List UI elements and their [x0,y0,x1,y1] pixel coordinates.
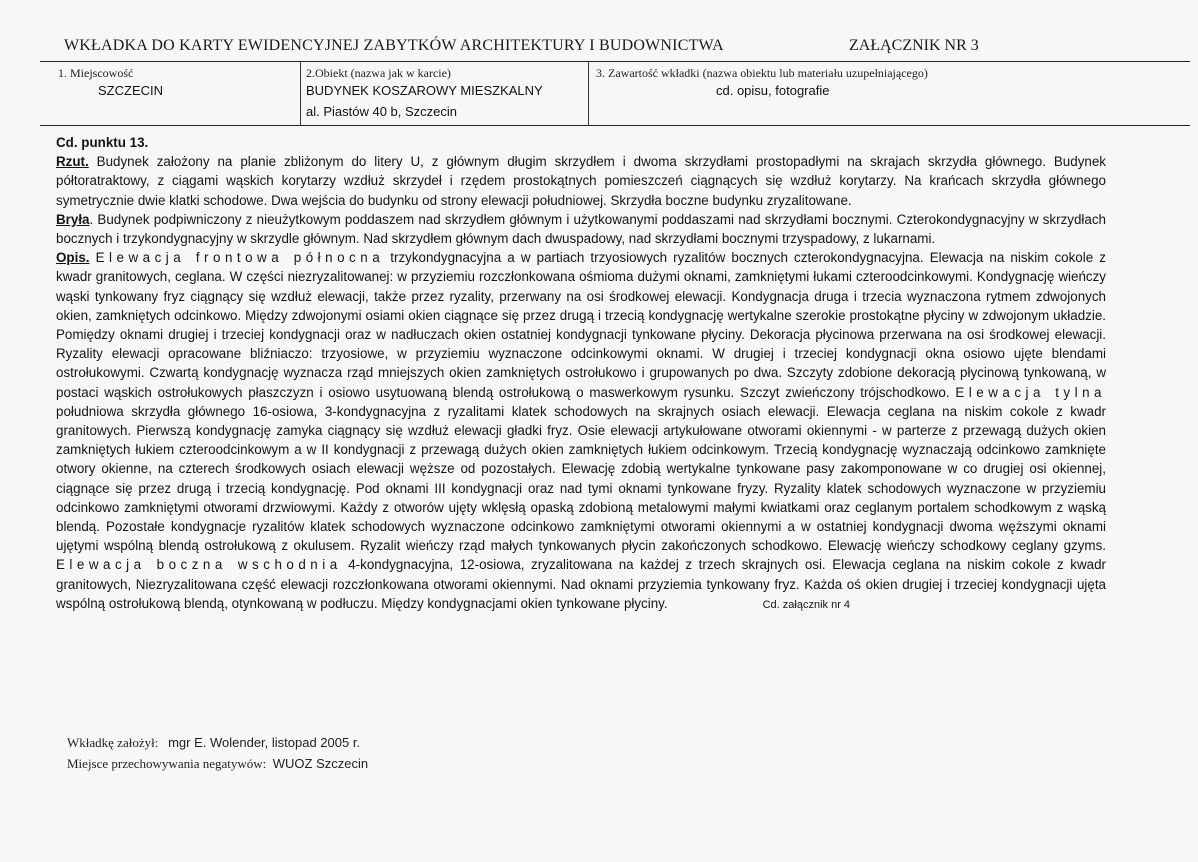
keyword-opis: Opis. [56,250,90,266]
column-divider-2 [588,62,589,125]
locality-value: SZCZECIN [98,83,163,98]
header-bottom-rule [40,125,1190,126]
text-opis-front: trzykondygnacyjna a w partiach trzyosiowych ryzalitów bocznych czterokondygnacyjna. Elewacja na niskim cokole z kwadr granitowych, ceglana. W części niezryzalitowanej: w przyziemiu rozczłonkowana ośmioma dużymi oknami, zamkniętymi łukami czteroodcinkowymi. Kondygnację wieńczy wąski tynkowany fryz ciągnący się wzdłuż elewacji, także przez ryzality, przerwany na osi środkowej elewacji. Kondygnacja druga i trzecia wyznaczona rytmem zdwojonych okien, zamkniętych odcinkowo. Między zdwojonymi osiami okien ciągnące się przez drugą i trzecią kondygnację wertykalne szerokie prostokątne płyciny w zdwojonym układzie. Pomiędzy oknami drugiej i trzeciej kondygnacji oraz w nadłuczach okien ostatniej kondygnacji tynkowane płyciny. Dekoracja płycinowa przerwana na osi środkowej elewacji. Ryzality elewacji opracowane bliźniaczo: trzyosiowe, w przyziemiu wyznaczone odcinkowymi oknami. W drugiej i trzeciej kondygnacji okna osiowo ujęte blendami ostrołukowymi. Czwartą kondygnację wyznacza rząd mniejszych okien zamkniętych ostrołukowo i grupowanych po dwa. Szczyty zdobione dekoracją płycinową tynkowaną, w postaci wąskich ostrołukowych płaszczyzn i osiowo usytuowaną blendą ostrołukową o maswerkowym rysunku. Szczyt zwieńczony trójschodkowo. [56,250,1106,400]
section-heading: Cd. punktu 13. [56,135,149,150]
object-address: al. Piastów 40 b, Szczecin [306,104,458,119]
annex-number: ZAŁĄCZNIK NR 3 [849,37,979,54]
prepared-by [67,735,360,751]
description-body [56,133,1106,615]
content-value: cd. opisu, fotografie [716,83,830,98]
keyword-rzut: Rzut. [56,154,89,170]
storage-value: WUOZ Szczecin [272,756,369,771]
elevation-front-heading: Elewacja frontowa północna [95,250,385,266]
paragraph-bryla [56,210,1106,248]
paragraph-opis [56,248,1106,615]
prepared-label: Wkładkę założył: [67,735,159,750]
object-value: BUDYNEK KOSZAROWY MIESZKALNY [306,83,543,98]
storage-label: Miejsce przechowywania negatywów: [67,756,267,771]
elevation-rear-heading: Elewacja tylna [955,384,1106,400]
negatives-storage [67,756,368,772]
locality-label: 1. Miejscowość [58,66,134,80]
object-label: 2.Obiekt (nazwa jak w karcie) [306,66,451,80]
elevation-east-heading: Elewacja boczna wschodnia [56,557,342,573]
column-divider-1 [300,62,301,125]
document-title: WKŁADKA DO KARTY EWIDENCYJNEJ ZABYTKÓW ARCHITEKTURY I BUDOWNICTWA [64,37,724,54]
paragraph-rzut [56,152,1106,210]
text-rzut: Budynek założony na planie zbliżonym do litery U, z głównym długim skrzydłem i dwoma skrzydłami prostopadłymi na skrajach skrzydła głównego. Budynek półtoratraktowy, z ciągami wąskich korytarzy wzdłuż skrzydeł i rzędem prostokątnych pomieszczeń ciągnących się wzdłuż korytarzy. Na krańcach skrzydła głównego symetrycznie dwie klatki schodowe. Dwa wejścia do budynku od strony elewacji południowej. Skrzydła boczne budynku zryzalitowane. [56,154,1106,208]
header-top-rule [40,61,1190,62]
keyword-bryla: Bryła [56,211,90,227]
text-bryla: . Budynek podpiwniczony z nieużytkowym poddaszem nad skrzydłem głównym i użytkowanymi poddaszami nad skrzydłami bocznymi. Czterokondygnacyjny w skrzydłach bocznych i trzykondygnacyjny w skrzydle głównym. Nad skrzydłem głównym dach dwuspadowy, nad skrzydłami bocznymi trzyspadowy, z lukarnami. [56,211,1106,247]
continued-reference: Cd. załącznik nr 4 [762,598,851,611]
prepared-value: mgr E. Wolender, listopad 2005 r. [168,735,361,750]
text-opis-east: 4-kondygnacyjna, 12-osiowa, zryzalitowana na każdej z trzech skrajnych osi. Elewacja ceglana na niskim cokole z kwadr granitowych, Niezryzalitowana część elewacji rozczłonkowana otworami okiennymi. Nad oknami przyziemia tynkowany fryz. Każda oś okien drugiej i trzeciej kondygnacji ujęta wspólną ostrołukową blendą, otynkowaną w podłuczu. Między kondygnacjami okien tynkowane płyciny. [56,557,1106,611]
content-label: 3. Zawartość wkładki (nazwa obiektu lub materiału uzupełniającego) [596,66,928,80]
text-opis-rear: południowa skrzydła głównego 16-osiowa, 3-kondygnacyjna z ryzalitami klatek schodowych na skrajnych osiach elewacji. Elewacja ceglana na niskim cokole z kwadr granitowych. Pierwszą kondygnację zamyka ciągnący się wzdłuż elewacji gładki fryz. Osie elewacji artykułowane otworami okiennymi - w parterze z przewagą dużych okien zamkniętych łukiem czteroodcinkowym a w II kondygnacji z przewagą dużych okien zamkniętych łukiem odcinkowym. Trzecią kondygnację wyznaczają odcinkowo zamknięte otwory okienne, na czterech środkowych osiach elewacji węższe od pozostałych. Elewację zdobią wertykalne tynkowane pasy zakomponowane w co drugiej osi okiennej, ciągnące się przez drugą i trzecią kondygnację. Pod oknami III kondygnacji oraz nad tymi oknami tynkowane fryzy. Ryzality klatek schodowych wyznaczone w przyziemiu odcinkowo zamkniętymi otworami drzwiowymi. Każdy z otworów ujęty wklęsłą opaską zdobioną metalowymi małymi kwiatkami oraz ceglanym portalem schodkowym z wąską blendą. Pozostałe kondygnacje ryzalitów klatek schodowych wyznaczone odcinkowo zamkniętymi otworami okiennymi a w ostatniej kondygnacji dwoma węższymi oknami ujętymi wspólną blendą ostrołukową z okulusem. Ryzalit wieńczy rząd małych tynkowanych płycin zakończonych schodkowo. Elewację wieńczy schodkowy ceglany gzyms. [56,403,1106,554]
